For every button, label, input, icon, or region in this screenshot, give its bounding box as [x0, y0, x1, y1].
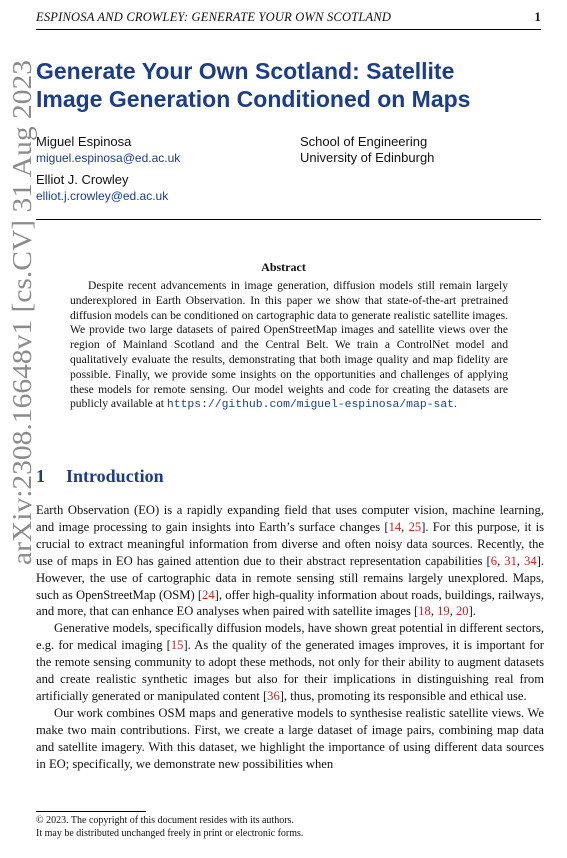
abstract-end: .	[454, 397, 457, 411]
author-rule	[36, 219, 541, 220]
body-paragraph	[36, 502, 544, 620]
paragraph-text: ,	[430, 604, 438, 619]
paragraph-text: ,	[401, 519, 409, 534]
arxiv-watermark-text: arXiv:2308.16648v1 [cs.CV] 31 Aug 2023	[7, 103, 37, 565]
paragraph-text: ]. However, the use of cartographic data in remote sensing still remains largely unexplored. Maps, such as OpenStreetMap (OSM) [	[36, 553, 545, 602]
code-repository-link[interactable]: https://github.com/miguel-espinosa/map-sat	[166, 399, 454, 412]
author-name: Miguel Espinosa	[36, 134, 132, 149]
author-name: Elliot J. Crowley	[36, 172, 129, 187]
footnote-line: It may be distributed unchanged freely in print or electronic forms.	[36, 828, 304, 839]
abstract-text	[70, 279, 508, 413]
copyright-footnote	[36, 814, 546, 840]
citation-link[interactable]: 20	[456, 604, 469, 619]
author-email-link[interactable]: elliot.j.crowley@ed.ac.uk	[36, 189, 169, 203]
title-line: Image Generation Conditioned on Maps	[36, 86, 471, 112]
paragraph-text: ,	[449, 604, 456, 619]
running-header	[36, 10, 541, 26]
paragraph-text: ,	[497, 553, 505, 568]
citation-link[interactable]: 34	[524, 553, 537, 568]
section-number: 1	[36, 466, 45, 486]
paragraph-text: ], thus, promoting its responsible and ethical use.	[279, 688, 527, 703]
title-line: Generate Your Own Scotland: Satellite	[36, 58, 455, 84]
paragraph-text: ].	[468, 604, 476, 619]
page-number: 1	[534, 10, 541, 24]
author-2	[36, 172, 168, 204]
paragraph-text: ], offer high-quality information about roads, buildings, railways, and more, that can enhance EO analyses when paired with satellite images [	[36, 587, 544, 619]
paragraph-text: ,	[516, 553, 525, 568]
affiliation	[300, 134, 434, 166]
author-1	[36, 134, 180, 166]
citation-link[interactable]: 19	[437, 604, 450, 619]
body-paragraph	[36, 705, 544, 773]
paper-title	[36, 57, 546, 113]
abstract-heading: Abstract	[261, 260, 306, 274]
paragraph-text: Earth Observation (EO) is a rapidly expanding field that uses computer vision, machine learning, and image processing to gain insights into Earth’s surface changes [	[36, 503, 544, 534]
running-title: ESPINOSA AND CROWLEY: GENERATE YOUR OWN SCOTLAND	[36, 10, 392, 24]
paragraph-text: Generative models, specifically diffusion models, have shown great potential in different sectors, e.g. for medical imaging [	[36, 621, 544, 653]
citation-link[interactable]: 18	[418, 604, 431, 619]
paragraph-text: ]. As the quality of the generated images improves, it is important for the remote sensing community to adopt these methods, not only for their ability to augment datasets and create realistic synthetic images but also for their implications in distinguishing real from artificially generated or manipulated content [	[36, 638, 544, 703]
abstract-body: Despite recent advancements in image generation, diffusion models still remain largely underexplored in Earth Observation. In this paper we show that state-of-the-art pretrained diffusion models can be conditioned on cartographic data to generate realistic satellite images. We provide two large datasets of paired OpenStreetMap images and satellite views over the region of Mainland Scotland and the Central Belt. We train a ControlNet model and qualitatively evaluate the results, demonstrating that both image quality and map fidelity are possible. Finally, we provide some insights on the opportunities and challenges of applying these models for remote sensing. Our model weights and code for creating the datasets are publicly available at	[70, 279, 508, 411]
body-paragraph	[36, 620, 544, 705]
section-title: Introduction	[66, 466, 164, 486]
footnote-line: © 2023. The copyright of this document resides with its authors.	[36, 815, 294, 826]
affiliation-line: University of Edinburgh	[300, 150, 435, 165]
arxiv-watermark	[2, 50, 40, 570]
citation-link[interactable]: 36	[267, 688, 280, 703]
paragraph-text: Our work combines OSM maps and generative models to synthesise realistic satellite views. We make two main contributions. First, we create a large dataset of image pairs, combining map data and satellite imagery. With this dataset, we highlight the importance of using different data sources in EO; specifically, we demonstrate new possibilities when	[36, 705, 544, 771]
citation-link[interactable]: 15	[170, 638, 184, 653]
footnote-rule	[36, 811, 146, 812]
header-rule	[36, 29, 541, 30]
citation-link[interactable]: 14	[388, 519, 402, 534]
citation-link[interactable]: 31	[504, 553, 517, 568]
affiliation-line: School of Engineering	[300, 134, 428, 149]
section-heading	[36, 466, 164, 487]
citation-link[interactable]: 6	[490, 553, 498, 568]
body-text	[36, 502, 544, 773]
author-email-link[interactable]: miguel.espinosa@ed.ac.uk	[36, 151, 181, 165]
paragraph-text: ]. For this purpose, it is crucial to extract meaningful information from diverse and often noisy data sources. Recently, the use of maps in EO has gained attention due to their abstract representation capabilities [	[36, 519, 544, 568]
citation-link[interactable]: 25	[408, 519, 422, 534]
citation-link[interactable]: 24	[202, 587, 215, 602]
